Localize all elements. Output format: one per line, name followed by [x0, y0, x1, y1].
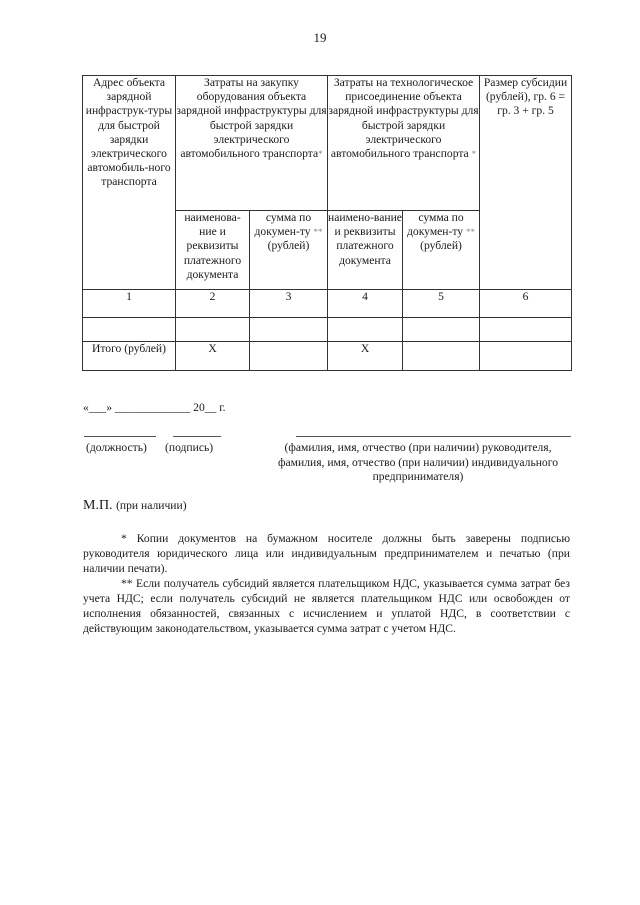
header-equipment-text: Затраты на закупку оборудования объекта зарядной инфраструктуры для быстрой зарядки электрического автомобильного транспорта [176, 76, 327, 161]
subsidy-cost-table [82, 75, 572, 371]
table-cell [480, 342, 572, 371]
column-number-row [83, 290, 572, 318]
subheader-doc-name: наименова-ние и реквизиты платежного документа [176, 211, 250, 290]
table-cell [480, 318, 572, 342]
table-cell [328, 318, 403, 342]
header-subsidy-text: Размер субсидии (рублей), гр. 6 = гр. 3 + гр. 5 [483, 76, 568, 118]
subheader-doc-name: наимено-вание и реквизиты платежного документа [328, 211, 403, 290]
signature-label: (подпись) [165, 441, 214, 454]
table-cell [176, 318, 250, 342]
total-label: Итого (рублей) [83, 342, 176, 371]
table-cell [250, 342, 328, 371]
subheader-unit: (рублей) [267, 239, 310, 253]
date-line: «___» _____________ 20__ г. [83, 401, 226, 414]
header-address [83, 76, 176, 290]
subheader-unit: (рублей) [420, 239, 462, 253]
header-connection-text: Затраты на технологическое присоединение объекта зарядной инфраструктуры для быстрой зарядки электрического автомобильного транспорта [328, 76, 479, 161]
table-cell [403, 318, 480, 342]
table-cell: X [176, 342, 250, 371]
header-subsidy-amount [480, 76, 572, 290]
position-line [84, 436, 156, 437]
footnote-mark: * [471, 149, 477, 160]
page-number: 19 [313, 30, 327, 45]
footnote-mark: ** [313, 227, 323, 238]
header-address-text: Адрес объекта зарядной инфраструк-туры для быстрой зарядки электрического автомобиль-ного транспорта [85, 76, 173, 189]
header-connection-costs [328, 76, 480, 211]
column-number: 1 [83, 290, 176, 318]
subheader-sum-text: сумма по докумен-ту [407, 211, 464, 239]
column-number: 3 [250, 290, 328, 318]
subheader-sum-text: сумма по докумен-ту [254, 211, 312, 239]
stamp-place [83, 498, 187, 514]
name-label: (фамилия, имя, отчество (при наличии) руководителя, фамилия, имя, отчество (при наличии) индивидуального предпринимателя) [278, 441, 558, 483]
table-cell [250, 318, 328, 342]
position-label: (должность) [86, 441, 147, 454]
table-cell [83, 318, 176, 342]
footnote-mark: * [318, 149, 323, 160]
data-row [83, 318, 572, 342]
table-cell [403, 342, 480, 371]
stamp-label: М.П. [83, 498, 113, 513]
stamp-note: (при наличии) [116, 499, 187, 512]
header-equipment-costs [176, 76, 328, 211]
column-number: 5 [403, 290, 480, 318]
column-number: 6 [480, 290, 572, 318]
footnote-mark: ** [466, 227, 475, 238]
signature-line [173, 436, 221, 437]
footnote: ** Если получатель субсидий является плательщиком НДС, указывается сумма затрат без учета НДС; если получатель субсидий не является плательщиком НДС или освобожден от исполнения обязанностей, связанных с исчислением и уплатой НДС, в соответствии с действующим законодательством, указывается сумма затрат с учетом НДС. [83, 577, 570, 635]
column-number: 2 [176, 290, 250, 318]
footnote: * Копии документов на бумажном носителе должны быть заверены подписью руководителя юридического лица или индивидуальным предпринимателем и печатью (при наличии печати). [83, 532, 570, 575]
subheader-doc-sum [250, 211, 328, 290]
column-number: 4 [328, 290, 403, 318]
header-row [83, 76, 572, 211]
name-line [296, 436, 571, 437]
footnotes [83, 531, 570, 636]
total-row [83, 342, 572, 371]
subheader-doc-sum [403, 211, 480, 290]
table-cell: X [328, 342, 403, 371]
